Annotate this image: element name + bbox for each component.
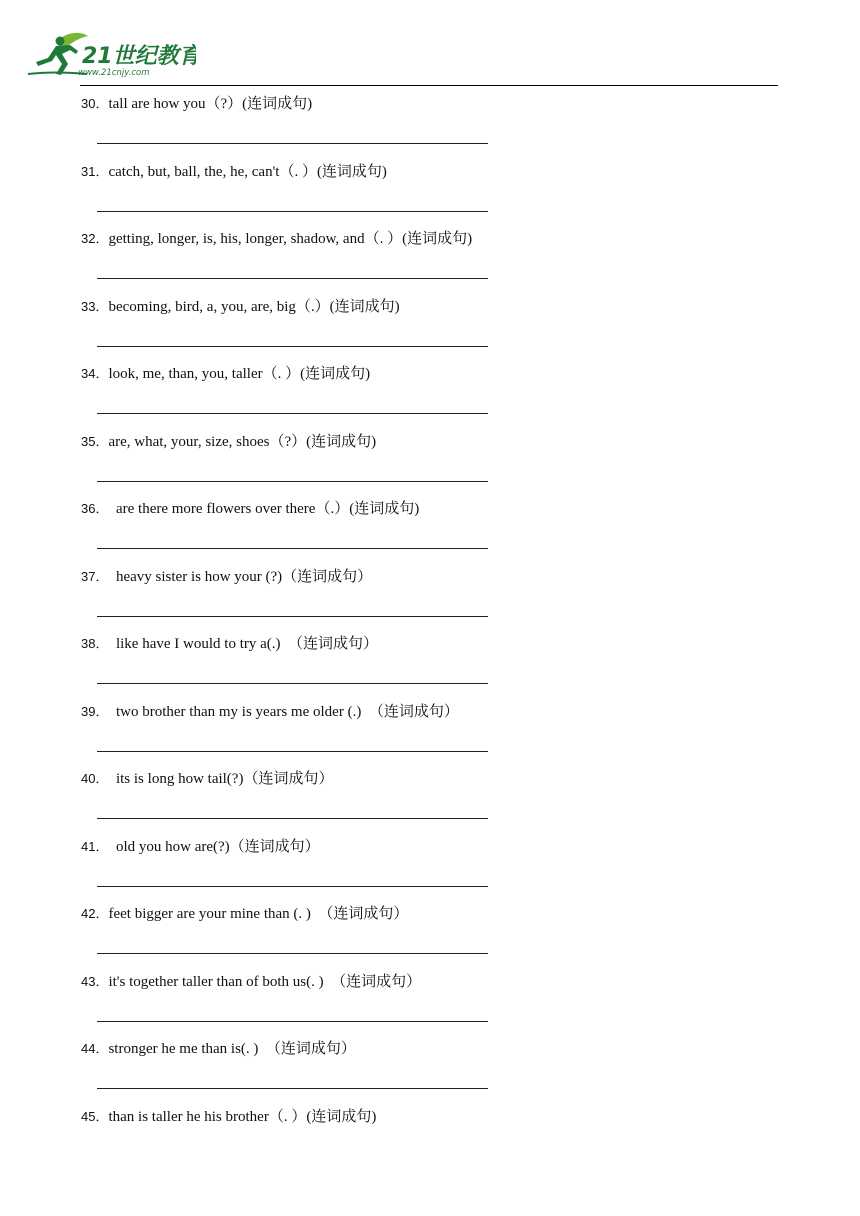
question-list (0, 92, 860, 1172)
answer-line[interactable] (97, 346, 488, 347)
runner-logo-icon (26, 28, 196, 80)
question-number: 32． (81, 231, 109, 246)
question-line (81, 432, 376, 452)
question-item (0, 1105, 860, 1173)
question-number: 34． (81, 366, 109, 381)
question-item (0, 160, 860, 228)
answer-line[interactable] (97, 1088, 488, 1089)
question-item (0, 362, 860, 430)
answer-line[interactable] (97, 278, 488, 279)
answer-line[interactable] (97, 886, 488, 887)
question-number: 41． (81, 838, 109, 854)
question-item (0, 970, 860, 1038)
answer-line[interactable] (97, 683, 488, 684)
answer-line[interactable] (97, 143, 488, 144)
question-number: 39． (81, 703, 109, 719)
question-item (0, 835, 860, 903)
answer-line[interactable] (97, 413, 488, 414)
question-number: 35． (81, 433, 109, 449)
question-item (0, 295, 860, 363)
answer-line[interactable] (97, 616, 488, 617)
question-item (0, 497, 860, 565)
question-line (81, 1107, 376, 1127)
question-number: 33． (81, 298, 109, 314)
question-number: 36． (81, 501, 109, 516)
question-text: it's together taller than of both us(. ) （连词成句） (108, 973, 422, 990)
question-line (81, 229, 472, 249)
question-number: 44． (81, 1041, 109, 1056)
logo-url: www.21cnjy.com (78, 68, 150, 78)
question-item (0, 700, 860, 768)
question-line (81, 567, 372, 587)
question-line (81, 1039, 356, 1059)
question-number: 45． (81, 1108, 109, 1124)
answer-line[interactable] (97, 211, 488, 212)
question-line (81, 634, 378, 654)
question-item (0, 902, 860, 970)
question-line (81, 904, 408, 924)
question-text: getting, longer, is, his, longer, shadow, and（. ）(连词成句) (108, 231, 473, 247)
question-text: are, what, your, size, shoes（?）(连词成句) (108, 433, 377, 450)
question-text: two brother than my is years me older (.) （连词成句） (108, 703, 459, 720)
question-item (0, 1037, 860, 1105)
question-number: 43． (81, 973, 109, 989)
question-item (0, 632, 860, 700)
question-number: 30． (81, 96, 109, 111)
question-line (81, 162, 387, 182)
question-text: like have I would to try a(.) （连词成句） (108, 636, 379, 652)
question-item (0, 227, 860, 295)
question-number: 38． (81, 636, 109, 651)
question-line (81, 972, 421, 992)
question-text: look, me, than, you, taller（. ）(连词成句) (108, 366, 371, 382)
question-line (81, 364, 370, 384)
question-item (0, 430, 860, 498)
question-text: its is long how tail(?)（连词成句） (108, 771, 334, 787)
question-text: than is taller he his brother（. ）(连词成句) (108, 1108, 377, 1125)
answer-line[interactable] (97, 953, 488, 954)
question-line (81, 837, 320, 857)
question-item (0, 92, 860, 160)
question-item (0, 767, 860, 835)
question-line (81, 297, 400, 317)
answer-line[interactable] (97, 818, 488, 819)
logo (26, 28, 196, 80)
answer-line[interactable] (97, 481, 488, 482)
question-text: are there more flowers over there（.）(连词成句) (108, 501, 420, 517)
question-number: 37． (81, 568, 109, 584)
answer-line[interactable] (97, 1021, 488, 1022)
question-line (81, 499, 419, 519)
answer-line[interactable] (97, 751, 488, 752)
question-text: catch, but, ball, the, he, can't（. ）(连词成句) (108, 163, 387, 180)
question-number: 40． (81, 771, 109, 786)
question-line (81, 769, 333, 789)
question-text: heavy sister is how your (?)（连词成句） (108, 568, 373, 585)
question-text: stronger he me than is(. ) （连词成句） (108, 1041, 356, 1057)
answer-line[interactable] (97, 548, 488, 549)
header-rule (80, 85, 778, 86)
question-number: 42． (81, 906, 109, 921)
question-line (81, 702, 459, 722)
question-line (81, 94, 312, 114)
question-text: tall are how you（?）(连词成句) (108, 96, 313, 112)
question-item (0, 565, 860, 633)
question-text: becoming, bird, a, you, are, big（.）(连词成句) (108, 298, 400, 315)
question-text: feet bigger are your mine than (. ) （连词成句） (108, 906, 409, 922)
question-text: old you how are(?)（连词成句） (108, 838, 320, 855)
logo-title: 21世纪教育 (82, 44, 196, 69)
question-number: 31． (81, 163, 109, 179)
